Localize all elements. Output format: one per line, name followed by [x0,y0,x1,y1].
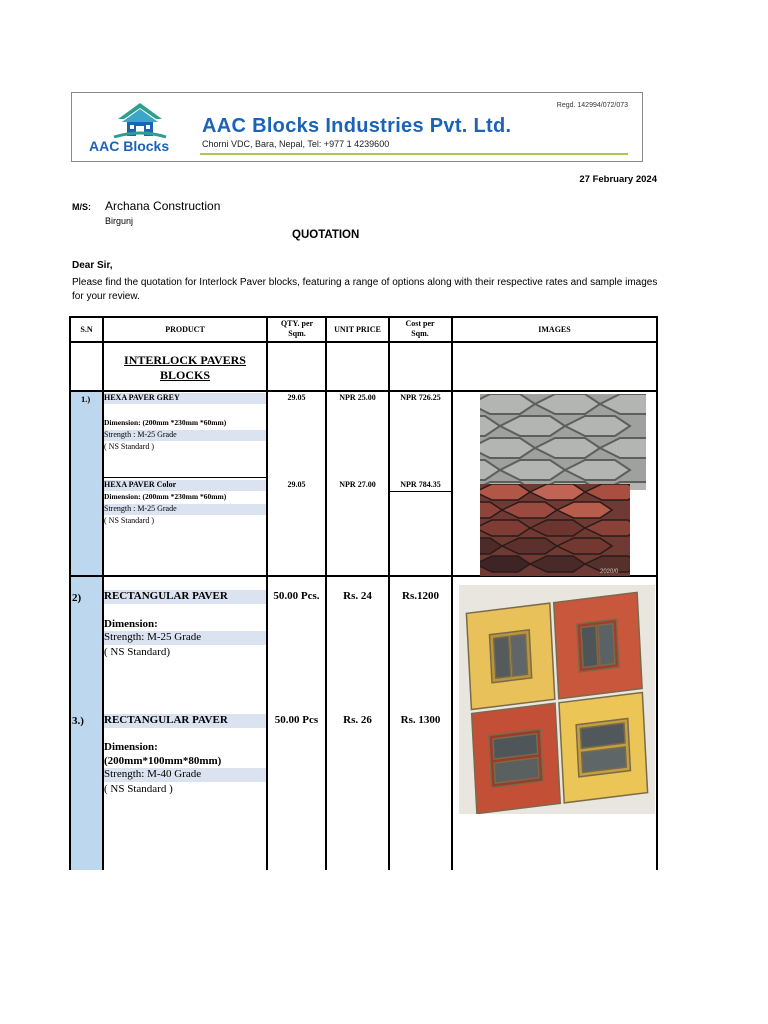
item-4-cost: Rs. 1300 [400,714,441,726]
item-2-qty: 29.05 [287,480,306,489]
item-2-standard: ( NS Standard ) [104,516,154,525]
item-1-standard: ( NS Standard ) [104,442,154,451]
company-name: AAC Blocks Industries Pvt. Ltd. [202,115,512,137]
header-product: PRODUCT [165,325,205,334]
item-4-strength: Strength: M-40 Grade [104,768,266,782]
letterhead [71,92,643,162]
item-4-dimension: Dimension: (200mm*100mm*80mm) [104,741,222,767]
document-title: QUOTATION [292,229,360,241]
item-1-strength: Strength : M-25 Grade [104,430,266,441]
item-1-sn: 1.) [81,394,91,404]
header-sn: S.N [80,325,93,334]
salutation: Dear Sir, [72,260,113,271]
item-4-unit-price: Rs. 26 [343,714,372,726]
quotation-table [69,316,658,870]
house-logo-icon [110,101,170,141]
item-1-qty: 29.05 [287,393,306,402]
item-4-name: RECTANGULAR PAVER [104,714,266,728]
logo-text: AAC Blocks [89,138,170,154]
sn-fill-1 [71,391,102,575]
item-3-strength: Strength: M-25 Grade [104,631,266,645]
item-2-strength: Strength : M-25 Grade [104,504,266,515]
quotation-date: 27 February 2024 [579,174,657,185]
photo-timestamp: 2020/0 [600,569,619,575]
item-2-unit-price: NPR 27.00 [339,480,376,489]
rectangular-paver-image [459,585,655,814]
header-qty: QTY. per Sqm. [280,319,314,338]
item-3-sn: 2) [72,592,82,604]
item-4-qty: 50.00 Pcs [274,714,319,726]
hexa-grey-paver-image [480,394,646,490]
item-1-cost: NPR 726.25 [400,393,441,402]
item-4-sn: 3.) [72,715,84,727]
section-title: INTERLOCK PAVERS BLOCKS [124,353,246,382]
body-paragraph: Please find the quotation for Interlock Paver blocks, featuring a range of options along with their respective rates and sample images for your review. [72,277,658,302]
recipient-label: M/S: [72,202,91,212]
company-address: Chorni VDC, Bara, Nepal, Tel: +977 1 4239600 [202,139,390,149]
item-2-name: HEXA PAVER Color [104,480,266,491]
item-3-dimension: Dimension: [104,618,158,630]
item-3-unit-price: Rs. 24 [343,590,372,602]
item-1-dimension: Dimension: (200mm *230mm *60mm) [104,418,227,427]
item-2-cost: NPR 784.35 [400,480,441,489]
item-3-standard: ( NS Standard) [104,646,170,658]
item-1-unit-price: NPR 25.00 [339,393,376,402]
item-3-cost: Rs.1200 [402,590,439,602]
hexa-color-paver-image [480,484,630,576]
item-2-dimension: Dimension: (200mm *230mm *60mm) [104,492,227,501]
item-1-name: HEXA PAVER GREY [104,393,266,404]
accent-line [200,153,628,155]
registration-number: Regd. 142994/072/073 [556,102,628,109]
item-3-qty: 50.00 Pcs. [273,590,320,602]
recipient-name: Archana Construction [105,199,221,213]
item-3-name: RECTANGULAR PAVER [104,590,266,604]
header-images: IMAGES [538,325,571,334]
recipient-city: Birgunj [105,216,134,226]
header-cost: Cost per Sqm. [405,319,435,338]
header-unit-price: UNIT PRICE [334,325,381,334]
item-4-standard: ( NS Standard ) [104,783,173,795]
